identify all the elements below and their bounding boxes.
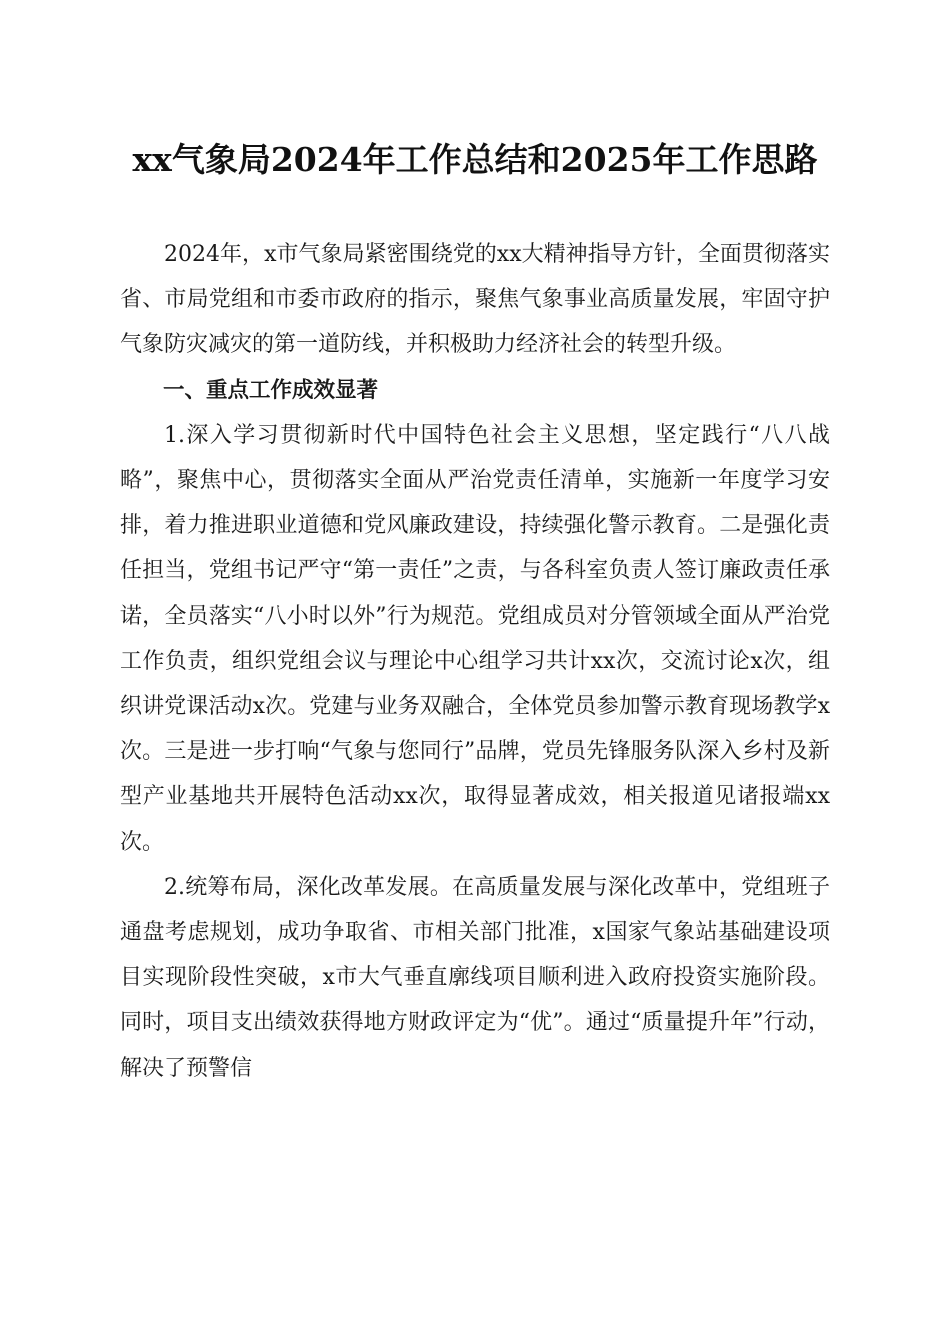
- intro-paragraph: 2024年，x市气象局紧密围绕党的xx大精神指导方针，全面贯彻落实省、市局党组和市委市政府的指示，聚焦气象事业高质量发展，牢固守护气象防灾减灾的第一道防线，并积极助力经济社会的转型升级。: [120, 242, 830, 358]
- document-title: xx气象局2024年工作总结和2025年工作思路: [132, 140, 818, 179]
- document-body: [120, 232, 830, 1091]
- body-paragraph-2: 2.统筹布局，深化改革发展。在高质量发展与深化改革中，党组班子通盘考虑规划，成功争取省、市相关部门批准，x国家气象站基础建设项目实现阶段性突破，x市大气垂直廓线项目顺利进入政府投资实施阶段。同时，项目支出绩效获得地方财政评定为“优”。通过“质量提升年”行动，解决了预警信: [120, 874, 830, 1081]
- body-paragraph-1: 1.深入学习贯彻新时代中国特色社会主义思想，坚定践行“八八战略”，聚焦中心，贯彻落实全面从严治党责任清单，实施新一年度学习安排，着力推进职业道德和党风廉政建设，持续强化警示教育。二是强化责任担当，党组书记严守“第一责任”之责，与各科室负责人签订廉政责任承诺，全员落实“八小时以外”行为规范。党组成员对分管领域全面从严治党工作负责，组织党组会议与理论中心组学习共计xx次，交流讨论x次，组织讲党课活动x次。党建与业务双融合，全体党员参加警示教育现场教学x次。三是进一步打响“气象与您同行”品牌，党员先锋服务队深入乡村及新型产业基地共开展特色活动xx次，取得显著成效，相关报道见诸报端xx次。: [120, 422, 830, 855]
- section-heading: 一、重点工作成效显著: [163, 377, 379, 403]
